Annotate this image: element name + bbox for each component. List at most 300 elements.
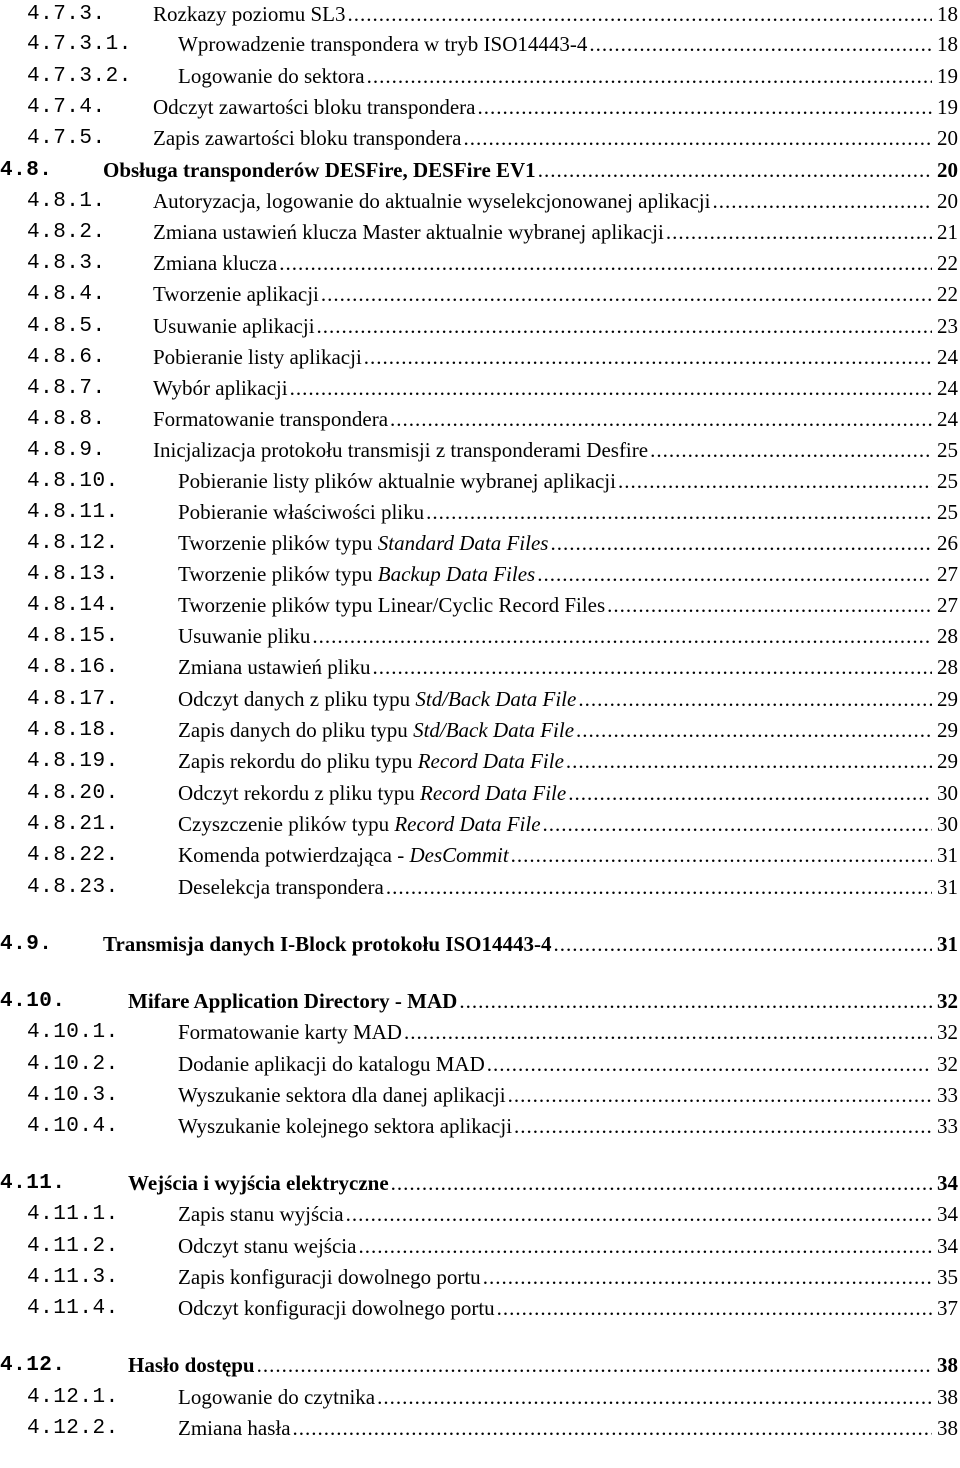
toc-entry-title-text: Odczyt zawartości bloku transpondera: [153, 95, 476, 119]
toc-entry-title-text: Hasło dostępu: [128, 1353, 255, 1377]
toc-entry-number: 4.7.3.2.: [27, 65, 132, 88]
toc-entry-page-number: 24: [937, 376, 958, 400]
toc-entry-title-line: [178, 1293, 932, 1324]
toc-entry[interactable]: [0, 986, 960, 1017]
toc-entry-title: [153, 311, 317, 342]
toc-entry-number: 4.8.4.: [27, 283, 106, 306]
toc-entry-title-text: Mifare Application Directory - MAD: [128, 989, 458, 1013]
toc-entry[interactable]: [0, 1049, 960, 1080]
toc-entry-number: 4.8.6.: [27, 346, 106, 369]
toc-entry-page-number: 38: [937, 1416, 958, 1440]
toc-entry-title-line: [153, 248, 932, 279]
toc-entry-title: [128, 986, 459, 1017]
toc-entry-number: 4.8.22.: [27, 844, 119, 867]
toc-entry-title-line: [103, 155, 932, 186]
toc-entry-page-number: 31: [937, 875, 958, 899]
toc-entry-title-line: [178, 621, 932, 652]
toc-entry-page-number: 20: [937, 126, 958, 150]
toc-entry[interactable]: [0, 590, 960, 621]
toc-entry-page-number: 30: [937, 781, 958, 805]
dot-leader: [712, 186, 932, 217]
toc-entry-title-text: Wyszukanie sektora dla danej aplikacji: [178, 1083, 506, 1107]
toc-entry[interactable]: [0, 559, 960, 590]
toc-entry-number: 4.11.4.: [27, 1297, 119, 1320]
toc-entry-title-text: Usuwanie aplikacji: [153, 314, 315, 338]
toc-entry-title-line: [153, 311, 932, 342]
toc-entry-title: [178, 684, 578, 715]
dot-leader: [568, 778, 932, 809]
toc-entry[interactable]: [0, 1017, 960, 1048]
toc-entry-page-number: 24: [937, 407, 958, 431]
toc-entry-title: [178, 1049, 487, 1080]
toc-entry-title: [178, 840, 511, 871]
toc-entry-title-line: [178, 1017, 932, 1048]
toc-entry-title: [178, 497, 426, 528]
toc-entry[interactable]: [0, 123, 960, 154]
dot-leader: [312, 621, 932, 652]
toc-entry-title-line: [178, 559, 932, 590]
toc-entry-title: [178, 1262, 483, 1293]
toc-entry[interactable]: [0, 435, 960, 466]
toc-entry-page-number: 25: [937, 469, 958, 493]
toc-entry-page-number: 38: [937, 1385, 958, 1409]
toc-entry-page-number: 23: [937, 314, 958, 338]
toc-entry-number: 4.12.2.: [27, 1417, 119, 1440]
toc-entry-page-number: 34: [937, 1234, 958, 1258]
toc-entry-title-italic: Std/Back Data File: [413, 718, 575, 742]
toc-entry-title-line: [178, 1080, 932, 1111]
toc-entry-title: [153, 342, 364, 373]
toc-entry-number: 4.8.13.: [27, 563, 119, 586]
toc-entry-title: [178, 715, 576, 746]
toc-entry[interactable]: [0, 186, 960, 217]
toc-entry[interactable]: [0, 1080, 960, 1111]
dot-leader: [511, 840, 932, 871]
toc-entry-page-number: 21: [937, 220, 958, 244]
toc-entry-title: [153, 123, 463, 154]
toc-entry-title-italic: Backup Data Files: [377, 562, 536, 586]
dot-leader: [589, 29, 932, 60]
toc-entry-number: 4.7.5.: [27, 127, 106, 150]
dot-leader: [321, 279, 932, 310]
toc-entry-title: [178, 809, 543, 840]
toc-entry-title: [153, 404, 390, 435]
dot-leader: [358, 1231, 932, 1262]
toc-entry-page-number: 28: [937, 655, 958, 679]
toc-entry-page-number: 30: [937, 812, 958, 836]
toc-entry[interactable]: [0, 155, 960, 186]
toc-entry-title-line: [178, 840, 932, 871]
dot-leader: [346, 1199, 932, 1230]
toc-entry-title: [178, 621, 312, 652]
toc-entry-title-line: [153, 373, 932, 404]
toc-entry-title: [178, 528, 550, 559]
toc-entry-title-text: Zmiana klucza: [153, 251, 278, 275]
toc-entry-number: 4.8.15.: [27, 625, 119, 648]
toc-entry-title: [178, 466, 618, 497]
toc-entry-title-text: Deselekcja transpondera: [178, 875, 384, 899]
toc-entry-title-text: Logowanie do sektora: [178, 64, 365, 88]
toc-entry-title-line: [178, 872, 932, 903]
dot-leader: [497, 1293, 932, 1324]
toc-entry[interactable]: [0, 311, 960, 342]
toc-entry-title-text: Obsługa transponderów DESFire, DESFire EV1: [103, 158, 536, 182]
toc-entry-title-text: Odczyt konfiguracji dowolnego portu: [178, 1296, 495, 1320]
dot-leader: [391, 1168, 932, 1199]
dot-leader: [386, 872, 932, 903]
toc-entry-page-number: 38: [937, 1353, 958, 1377]
toc-entry-title: [103, 929, 553, 960]
toc-entry-page-number: 32: [937, 1020, 958, 1044]
toc-entry-number: 4.8.11.: [27, 501, 119, 524]
toc-entry-number: 4.8.21.: [27, 813, 119, 836]
toc-entry-title-text: Formatowanie transpondera: [153, 407, 389, 431]
toc-entry-page-number: 27: [937, 562, 958, 586]
toc-entry-title: [153, 92, 477, 123]
toc-entry-title-line: [128, 1168, 932, 1199]
dot-leader: [459, 986, 932, 1017]
dot-leader: [576, 715, 932, 746]
toc-entry-title-line: [153, 123, 932, 154]
toc-entry-title: [178, 559, 537, 590]
toc-entry-title-line: [178, 1049, 932, 1080]
toc-entry-title-italic: Std/Back Data File: [415, 687, 577, 711]
toc-entry-title-line: [153, 217, 932, 248]
toc-entry-title-text: Wprowadzenie transpondera w tryb ISO14443-4: [178, 32, 588, 56]
toc-entry-title: [153, 279, 321, 310]
toc-entry[interactable]: [0, 1262, 960, 1293]
toc-entry-title-line: [153, 279, 932, 310]
toc-entry-title-text: Wybór aplikacji: [153, 376, 288, 400]
toc-entry[interactable]: [0, 872, 960, 903]
toc-entry-title-line: [178, 61, 932, 92]
toc-entry-title-text: Tworzenie plików typu: [178, 562, 378, 586]
toc-entry-number: 4.12.1.: [27, 1386, 119, 1409]
toc-entry-title: [153, 373, 290, 404]
toc-entry-title-text: Wyszukanie kolejnego sektora aplikacji: [178, 1114, 513, 1138]
toc-entry-page-number: 33: [937, 1083, 958, 1107]
dot-leader: [578, 684, 932, 715]
toc-entry-title-text: Tworzenie plików typu Linear/Cyclic Record Files: [178, 593, 606, 617]
toc-entry-title-text: Pobieranie listy aplikacji: [153, 345, 362, 369]
toc-entry-title: [178, 1199, 346, 1230]
toc-entry-page-number: 18: [937, 2, 958, 26]
toc-entry[interactable]: [0, 778, 960, 809]
toc-entry-page-number: 25: [937, 438, 958, 462]
toc-entry-number: 4.8.20.: [27, 782, 119, 805]
toc-entry-number: 4.8.18.: [27, 719, 119, 742]
toc-entry[interactable]: [0, 528, 960, 559]
toc-entry-number: 4.7.4.: [27, 96, 106, 119]
toc-entry-number: 4.8.9.: [27, 439, 106, 462]
toc-entry[interactable]: [0, 1111, 960, 1142]
toc-entry-number: 4.10.3.: [27, 1084, 119, 1107]
toc-entry[interactable]: [0, 715, 960, 746]
toc-entry[interactable]: [0, 92, 960, 123]
toc-entry-title: [178, 778, 568, 809]
toc-entry[interactable]: [0, 1382, 960, 1413]
toc-entry-title-text: Odczyt stanu wejścia: [178, 1234, 357, 1258]
toc-entry-number: 4.9.: [0, 933, 53, 956]
toc-entry-title-line: [178, 1199, 932, 1230]
dot-leader: [404, 1017, 932, 1048]
toc-entry-page-number: 24: [937, 345, 958, 369]
toc-entry-title: [178, 1111, 514, 1142]
toc-entry[interactable]: [0, 466, 960, 497]
toc-entry-title: [178, 61, 367, 92]
dot-leader: [426, 497, 932, 528]
toc-entry-number: 4.10.: [0, 990, 66, 1013]
toc-entry-title-line: [178, 590, 932, 621]
dot-leader: [487, 1049, 932, 1080]
toc-entry[interactable]: [0, 1199, 960, 1230]
toc-entry-page-number: 18: [937, 32, 958, 56]
toc-entry-number: 4.8.7.: [27, 377, 106, 400]
toc-entry-number: 4.8.17.: [27, 688, 119, 711]
toc-entry-title: [103, 155, 538, 186]
toc-entry-number: 4.8.10.: [27, 470, 119, 493]
toc-entry-title: [153, 435, 650, 466]
toc-entry-title: [178, 1382, 377, 1413]
toc-entry-title-text: Autoryzacja, logowanie do aktualnie wyselekcjonowanej aplikacji: [153, 189, 711, 213]
toc-entry-page-number: 19: [937, 95, 958, 119]
toc-entry-number: 4.10.1.: [27, 1021, 119, 1044]
toc-entry[interactable]: [0, 0, 960, 30]
toc-entry-page-number: 20: [937, 189, 958, 213]
toc-entry-page-number: 22: [937, 251, 958, 275]
toc-entry-number: 4.8.2.: [27, 221, 106, 244]
toc-entry-title-line: [178, 29, 932, 60]
dot-leader: [566, 746, 932, 777]
toc-entry-title-italic: Standard Data Files: [377, 531, 549, 555]
toc-entry-title-line: [153, 186, 932, 217]
toc-entry-number: 4.8.1.: [27, 190, 106, 213]
dot-leader: [543, 809, 932, 840]
toc-entry-title-text: Zmiana hasła: [178, 1416, 291, 1440]
toc-entry-title-text: Wejścia i wyjścia elektryczne: [128, 1171, 389, 1195]
toc-entry-title-line: [178, 1382, 932, 1413]
toc-entry-page-number: 34: [937, 1202, 958, 1226]
toc-entry-title-text: Komenda potwierdzająca -: [178, 843, 410, 867]
toc-entry[interactable]: [0, 279, 960, 310]
toc-entry-number: 4.12.: [0, 1354, 66, 1377]
toc-entry-title-text: Zapis konfiguracji dowolnego portu: [178, 1265, 481, 1289]
toc-entry-title: [153, 248, 279, 279]
dot-leader: [477, 92, 932, 123]
toc-entry-title-text: Tworzenie aplikacji: [153, 282, 319, 306]
toc-entry-title-line: [178, 466, 932, 497]
toc-entry-title-line: [153, 342, 932, 373]
toc-entry-number: 4.8.: [0, 159, 53, 182]
toc-entry-title-line: [178, 715, 932, 746]
toc-entry-number: 4.8.5.: [27, 315, 106, 338]
dot-leader: [550, 528, 932, 559]
toc-entry-page-number: 19: [937, 64, 958, 88]
toc-entry[interactable]: [0, 29, 960, 60]
toc-entry[interactable]: [0, 404, 960, 435]
toc-entry-title-line: [178, 1231, 932, 1262]
toc-entry-title-line: [178, 1262, 932, 1293]
toc-entry-number: 4.8.3.: [27, 252, 106, 275]
toc-entry-title-text: Usuwanie pliku: [178, 624, 311, 648]
toc-entry-number: 4.7.3.: [27, 3, 106, 26]
toc-entry-page-number: 31: [937, 843, 958, 867]
toc-entry-title-italic: Record Data File: [394, 812, 541, 836]
toc-entry-number: 4.10.4.: [27, 1115, 119, 1138]
toc-entry[interactable]: [0, 1231, 960, 1262]
toc-entry-title-text: Zmiana ustawień klucza Master aktualnie wybranej aplikacji: [153, 220, 664, 244]
toc-entry-title-line: [178, 746, 932, 777]
toc-entry-title-text: Logowanie do czytnika: [178, 1385, 376, 1409]
toc-entry-page-number: 22: [937, 282, 958, 306]
toc-entry[interactable]: [0, 217, 960, 248]
toc-entry-title-text: Odczyt danych z pliku typu: [178, 687, 416, 711]
toc-entry-title-text: Transmisja danych I-Block protokołu ISO14443-4: [103, 932, 552, 956]
dot-leader: [650, 435, 932, 466]
toc-entry[interactable]: [0, 1293, 960, 1324]
toc-entry-title-text: Rozkazy poziomu SL3: [153, 2, 346, 26]
toc-entry-title-line: [178, 652, 932, 683]
dot-leader: [367, 61, 932, 92]
toc-entry-title-line: [178, 528, 932, 559]
dot-leader: [537, 559, 932, 590]
toc-entry-page-number: 35: [937, 1265, 958, 1289]
toc-entry-title-text: Formatowanie karty MAD: [178, 1020, 402, 1044]
toc-entry-title: [178, 590, 607, 621]
toc-entry-title-line: [178, 1111, 932, 1142]
toc-entry-title: [178, 1017, 404, 1048]
toc-entry-page-number: 29: [937, 718, 958, 742]
toc-entry[interactable]: [0, 1168, 960, 1199]
dot-leader: [364, 342, 932, 373]
toc-entry-title-line: [178, 684, 932, 715]
toc-entry-title: [178, 1231, 358, 1262]
toc-entry[interactable]: [0, 809, 960, 840]
toc-entry-title: [178, 872, 386, 903]
dot-leader: [390, 404, 932, 435]
toc-entry[interactable]: [0, 1350, 960, 1381]
toc-entry-title: [178, 29, 589, 60]
dot-leader: [290, 373, 932, 404]
toc-entry[interactable]: [0, 621, 960, 652]
toc-entry-title-line: [128, 986, 932, 1017]
toc-entry-title-text: Czyszczenie plików typu: [178, 812, 395, 836]
dot-leader: [508, 1080, 932, 1111]
toc-entry-page-number: 27: [937, 593, 958, 617]
toc-entry-title-text: Zapis stanu wyjścia: [178, 1202, 344, 1226]
dot-leader: [607, 590, 932, 621]
toc-entry[interactable]: [0, 840, 960, 871]
dot-leader: [514, 1111, 932, 1142]
toc-entry-title-line: [153, 404, 932, 435]
dot-leader: [257, 1350, 932, 1381]
toc-entry-title-line: [103, 929, 932, 960]
toc-entry-page-number: 32: [937, 989, 958, 1013]
toc-entry-title: [178, 746, 566, 777]
toc-entry-title-line: [153, 0, 932, 30]
toc-entry-number: 4.8.16.: [27, 656, 119, 679]
toc-entry-number: 4.8.8.: [27, 408, 106, 431]
toc-entry-title-italic: DesCommit: [409, 843, 509, 867]
toc-entry-title-text: Odczyt rekordu z pliku typu: [178, 781, 421, 805]
toc-entry-title-text: Pobieranie listy plików aktualnie wybranej aplikacji: [178, 469, 616, 493]
toc-entry[interactable]: [0, 1413, 960, 1444]
dot-leader: [666, 217, 932, 248]
toc-entry-page-number: 25: [937, 500, 958, 524]
dot-leader: [377, 1382, 932, 1413]
toc-entry-number: 4.8.23.: [27, 876, 119, 899]
toc-entry-title: [178, 1080, 508, 1111]
toc-entry-title-text: Zapis rekordu do pliku typu: [178, 749, 418, 773]
toc-entry-title: [153, 0, 347, 30]
toc-entry-number: 4.11.: [0, 1172, 66, 1195]
dot-leader: [483, 1262, 932, 1293]
toc-entry-title-text: Tworzenie plików typu: [178, 531, 378, 555]
toc-entry-title: [128, 1168, 391, 1199]
toc-entry[interactable]: [0, 497, 960, 528]
toc-entry[interactable]: [0, 342, 960, 373]
toc-entry[interactable]: [0, 61, 960, 92]
toc-entry-number: 4.8.12.: [27, 532, 119, 555]
toc-entry[interactable]: [0, 684, 960, 715]
toc-entry-title-italic: Record Data File: [420, 781, 567, 805]
toc-entry-page-number: 31: [937, 932, 958, 956]
toc-entry[interactable]: [0, 929, 960, 960]
toc-entry-title-line: [178, 1413, 932, 1444]
toc-entry-title-text: Zmiana ustawień pliku: [178, 655, 371, 679]
toc-entry-number: 4.8.19.: [27, 750, 119, 773]
toc-entry-number: 4.8.14.: [27, 594, 119, 617]
toc-entry-title-line: [178, 778, 932, 809]
dot-leader: [317, 311, 932, 342]
toc-entry-number: 4.11.1.: [27, 1203, 119, 1226]
toc-entry-page-number: 26: [937, 531, 958, 555]
dot-leader: [538, 155, 932, 186]
toc-entry-title-line: [153, 435, 932, 466]
toc-entry-title-text: Zapis zawartości bloku transpondera: [153, 126, 462, 150]
toc-entry-title: [153, 186, 712, 217]
toc-entry[interactable]: [0, 652, 960, 683]
toc-entry-title: [178, 1293, 497, 1324]
toc-entry-title-line: [178, 809, 932, 840]
toc-entry-page-number: 20: [937, 158, 958, 182]
toc-entry-title-line: [128, 1350, 932, 1381]
toc-entry-page-number: 29: [937, 687, 958, 711]
toc-entry-number: 4.11.3.: [27, 1266, 119, 1289]
toc-entry-title-italic: Record Data File: [417, 749, 564, 773]
toc-entry-title-line: [153, 92, 932, 123]
dot-leader: [618, 466, 932, 497]
toc-entry-page-number: 33: [937, 1114, 958, 1138]
toc-entry-title: [153, 217, 666, 248]
toc-entry[interactable]: [0, 746, 960, 777]
toc-entry[interactable]: [0, 248, 960, 279]
toc-entry-title-text: Zapis danych do pliku typu: [178, 718, 414, 742]
dot-leader: [293, 1413, 932, 1444]
dot-leader: [553, 929, 932, 960]
toc-entry-page-number: 37: [937, 1296, 958, 1320]
toc-entry-number: 4.10.2.: [27, 1053, 119, 1076]
toc-entry[interactable]: [0, 373, 960, 404]
toc-entry-title-line: [178, 497, 932, 528]
toc-entry-title: [178, 1413, 293, 1444]
toc-entry-title-text: Dodanie aplikacji do katalogu MAD: [178, 1052, 485, 1076]
dot-leader: [279, 248, 932, 279]
toc-entry-title: [178, 652, 372, 683]
toc-entry-page-number: 28: [937, 624, 958, 648]
toc-entry-title: [128, 1350, 257, 1381]
toc-entry-page-number: 32: [937, 1052, 958, 1076]
